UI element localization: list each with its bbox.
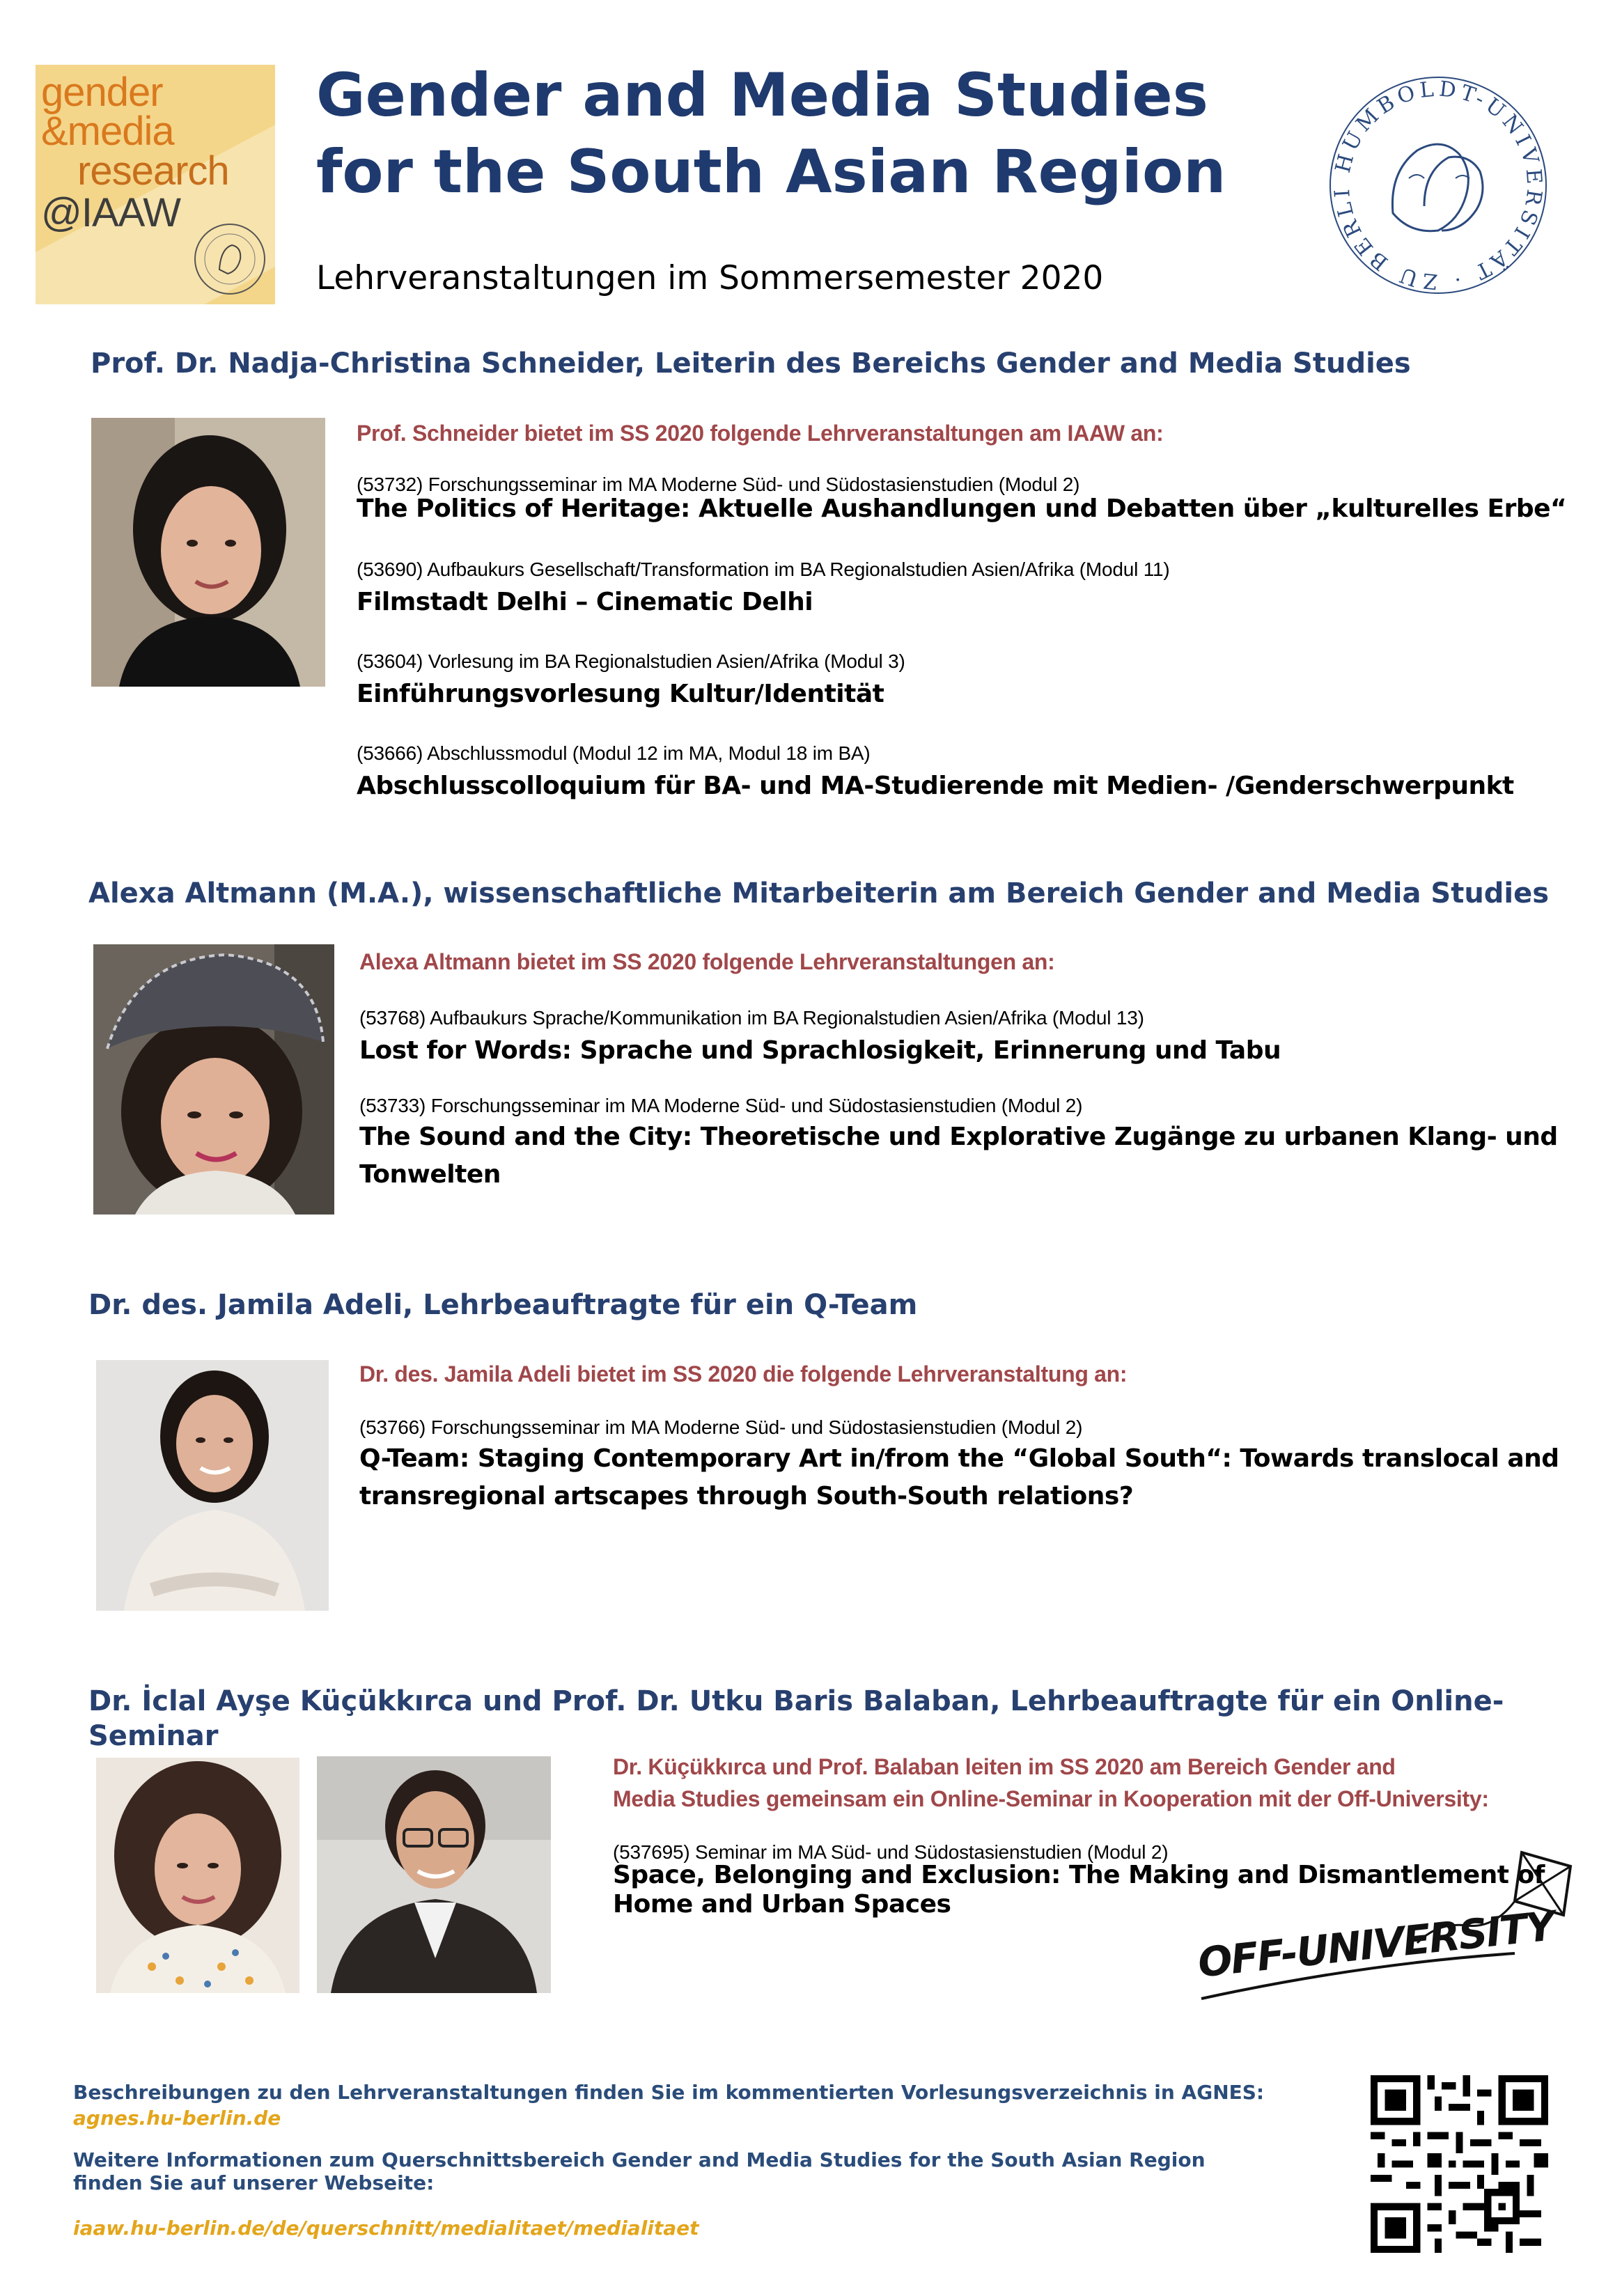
course-code: (53766) Forschungsseminar im MA Moderne Süd- und Südostasienstudien (Modul 2)	[359, 1416, 1083, 1438]
portrait-kucukkirca	[96, 1758, 299, 1993]
course-title-line-2: transregional artscapes through South-South relations?	[359, 1482, 1134, 1510]
course-title: The Politics of Heritage: Aktuelle Aushandlungen und Debatten über „kulturelles Erbe“	[357, 494, 1567, 523]
page-subtitle: Lehrveranstaltungen im Sommersemester 2020	[316, 259, 1104, 297]
course-code: (53666) Abschlussmodul (Modul 12 im MA, Modul 18 im BA)	[357, 742, 871, 764]
gender-media-research-logo	[36, 65, 275, 304]
course-code: (53690) Aufbaukurs Gesellschaft/Transformation im BA Regionalstudien Asien/Afrika (Modul 11)	[357, 559, 1170, 580]
section-4-heading	[88, 1684, 1504, 1754]
section-3-intro: Dr. des. Jamila Adeli bietet im SS 2020 die folgende Lehrveranstaltung an:	[359, 1361, 1128, 1387]
title-line-1: Gender and Media Studies	[316, 61, 1208, 130]
footer-agnes-text: Beschreibungen zu den Lehrveranstaltungen finden Sie im kommentierten Vorlesungsverzeichnis in AGNES:	[73, 2081, 1265, 2104]
university-seal-icon	[1320, 67, 1557, 307]
course-title: Lost for Words: Sprache und Sprachlosigkeit, Erinnerung und Tabu	[359, 1036, 1281, 1065]
section-1-intro: Prof. Schneider bietet im SS 2020 folgende Lehrveranstaltungen am IAAW an:	[357, 421, 1164, 446]
footer-info-text	[73, 2148, 1206, 2194]
section-4-intro-line-2: Media Studies gemeinsam ein Online-Seminar in Kooperation mit der Off-University:	[613, 1786, 1489, 1811]
course-title	[359, 1118, 1558, 1194]
portrait-balaban	[317, 1756, 551, 1993]
section-1-heading: Prof. Dr. Nadja-Christina Schneider, Leiterin des Bereichs Gender and Media Studies	[91, 347, 1411, 380]
course-code: (53733) Forschungsseminar im MA Moderne Süd- und Südostasienstudien (Modul 2)	[359, 1095, 1083, 1116]
section-4-heading-line-2: Seminar	[88, 1720, 219, 1752]
svg-text:HUMBOLDT-UNIVERSITÄT · ZU BERL: HUMBOLDT-UNIVERSITÄT · ZU BERLI	[1329, 77, 1547, 294]
course-title: Filmstadt Delhi – Cinematic Delhi	[357, 588, 813, 616]
portrait-adeli	[96, 1360, 329, 1611]
title-line-2: for the South Asian Region	[316, 137, 1226, 207]
course-title: Abschlusscolloquium für BA- und MA-Studierende mit Medien- /Genderschwerpunkt	[357, 772, 1514, 800]
section-2-intro: Alexa Altmann bietet im SS 2020 folgende Lehrveranstaltungen an:	[359, 949, 1055, 974]
course-code: (537695) Seminar im MA Süd- und Südostasienstudien (Modul 2)	[613, 1841, 1169, 1863]
course-title	[359, 1440, 1559, 1515]
logo-seal-icon	[192, 221, 268, 297]
section-4-intro-line-1: Dr. Küçükkırca und Prof. Balaban leiten im SS 2020 am Bereich Gender and	[613, 1754, 1396, 1779]
course-title-line-2: Tonwelten	[359, 1160, 501, 1189]
course-code: (53604) Vorlesung im BA Regionalstudien Asien/Afrika (Modul 3)	[357, 650, 905, 672]
course-code: (53732) Forschungsseminar im MA Moderne Süd- und Südostasienstudien (Modul 2)	[357, 474, 1080, 495]
agnes-link[interactable]: agnes.hu-berlin.de	[73, 2107, 281, 2130]
section-2-heading: Alexa Altmann (M.A.), wissenschaftliche Mitarbeiterin am Bereich Gender and Media Studies	[88, 877, 1550, 909]
section-4-intro	[613, 1751, 1489, 1815]
course-title-line-1: Q-Team: Staging Contemporary Art in/from the “Global South“: Towards translocal and	[359, 1444, 1559, 1473]
logo-line-2: &media	[41, 109, 174, 154]
portrait-altmann	[93, 944, 334, 1215]
logo-line-1: gender	[41, 70, 163, 115]
course-title-line-1: The Sound and the City: Theoretische und Explorative Zugänge zu urbanen Klang- und	[359, 1123, 1558, 1151]
footer-info-line-1: Weitere Informationen zum Querschnittsbereich Gender and Media Studies for the South Asian Region	[73, 2148, 1206, 2171]
section-4-heading-line-1: Dr. İclal Ayşe Küçükkırca und Prof. Dr. Utku Baris Balaban, Lehrbeauftragte für ein Online-	[88, 1685, 1504, 1717]
course-title: Einführungsvorlesung Kultur/Identität	[357, 680, 884, 708]
website-link[interactable]: iaaw.hu-berlin.de/de/querschnitt/medialitaet/medialitaet	[73, 2217, 699, 2240]
qr-code-icon[interactable]	[1371, 2075, 1548, 2253]
course-title-line-1: Space, Belonging and Exclusion: The Making and Dismantlement of	[613, 1861, 1545, 1889]
page-title	[316, 57, 1291, 210]
course-title-line-2: Home and Urban Spaces	[613, 1890, 951, 1919]
portrait-schneider	[91, 418, 325, 687]
course-code: (53768) Aufbaukurs Sprache/Kommunikation im BA Regionalstudien Asien/Afrika (Modul 13)	[359, 1007, 1144, 1029]
off-university-logo	[1187, 1838, 1591, 2009]
logo-line-4: @IAAW	[41, 190, 180, 235]
section-3-heading: Dr. des. Jamila Adeli, Lehrbeauftragte für ein Q-Team	[88, 1289, 918, 1321]
footer-info-line-2: finden Sie auf unserer Webseite:	[73, 2171, 435, 2194]
logo-line-3: research	[77, 148, 229, 194]
off-university-wordmark: OFF-UNIVERSITY	[1195, 1902, 1557, 1987]
